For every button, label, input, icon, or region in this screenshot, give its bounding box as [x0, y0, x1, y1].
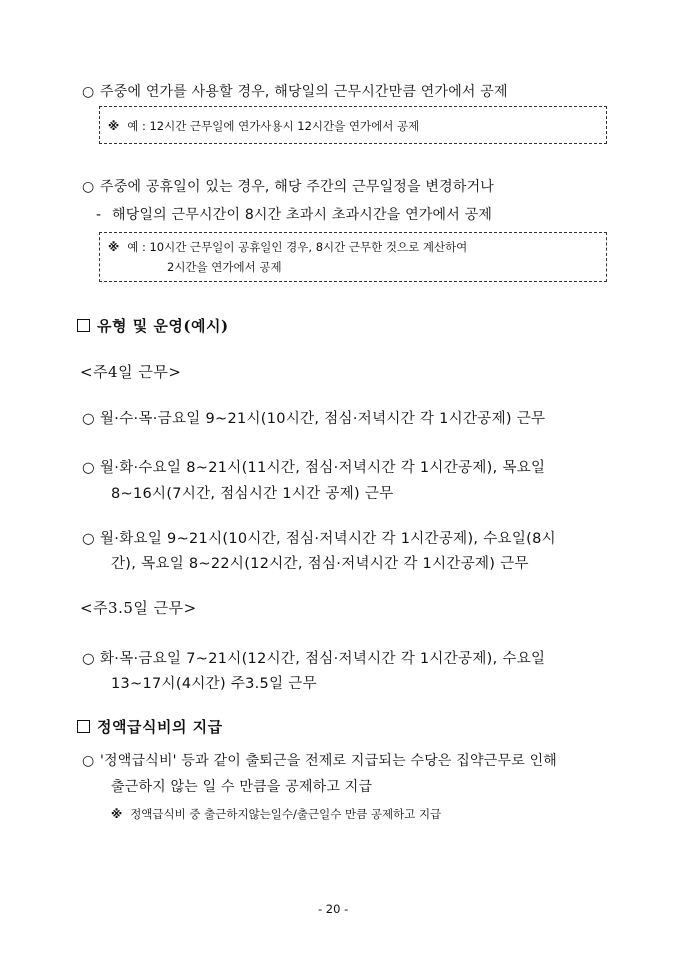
section-heading: 정액급식비의 지급	[77, 716, 223, 737]
bullet: ○	[82, 753, 95, 769]
paragraph-text: 주중에 연가를 사용할 경우, 해당일의 근무시간만큼 연가에서 공제	[100, 84, 508, 100]
section-heading: 유형 및 운영(예시)	[77, 315, 229, 336]
checkbox-square-icon	[77, 720, 90, 733]
bullet: ○	[82, 651, 95, 667]
paragraph-text: 해당일의 근무시간이 8시간 초과시 초과시간을 연가에서 공제	[112, 207, 493, 223]
bullet: ○	[82, 179, 95, 195]
reference-mark: ※	[111, 807, 123, 821]
note-text: ※ 예 : 10시간 근무일이 공휴일인 경우, 8시간 근무한 것으로 계산하여	[108, 240, 468, 254]
subsection-title: <주3.5일 근무>	[80, 599, 197, 617]
checkbox-square-icon	[77, 319, 90, 332]
bullet-paragraph: ○ 화·목·금요일 7~21시(12시간, 점심·저녁시간 각 1시간공제), 수요일	[82, 651, 546, 667]
bullet-paragraph: ○ 월·수·목·금요일 9~21시(10시간, 점심·저녁시간 각 1시간공제) 근무	[82, 411, 546, 427]
reference-mark: ※	[108, 119, 120, 133]
paragraph-text: 주중에 공휴일이 있는 경우, 해당 주간의 근무일정을 변경하거나	[100, 179, 495, 195]
dash-paragraph	[96, 204, 492, 224]
bullet-paragraph	[82, 81, 508, 101]
paragraph-continued: 8~16시(7시간, 점심시간 1시간 공제) 근무	[111, 486, 394, 502]
paragraph-continued: 간), 목요일 8~22시(12시간, 점심·저녁시간 각 1시간공제) 근무	[111, 556, 529, 572]
paragraph-continued: 13~17시(4시간) 주3.5일 근무	[111, 676, 317, 692]
bullet: ○	[82, 531, 95, 547]
bullet-paragraph: ○ 월·화·수요일 8~21시(11시간, 점심·저녁시간 각 1시간공제), 목요일	[82, 460, 546, 476]
bullet: ○	[82, 460, 95, 476]
note-text: ※ 예 : 12시간 근무일에 연가사용시 12시간을 연가에서 공제	[108, 119, 420, 133]
dash-bullet: -	[96, 207, 102, 223]
bullet-paragraph	[82, 176, 494, 196]
page-number: - 20 -	[318, 902, 349, 916]
note-text-continued: 2시간을 연가에서 공제	[167, 260, 282, 274]
subsection-title: <주4일 근무>	[80, 363, 182, 381]
bullet: ○	[82, 84, 95, 100]
reference-mark: ※	[108, 240, 120, 254]
note-text: ※ 정액급식비 중 출근하지않는일수/출근일수 만큼 공제하고 지급	[111, 807, 442, 821]
bullet: ○	[82, 411, 95, 427]
bullet-paragraph: ○ 월·화요일 9~21시(10시간, 점심·저녁시간 각 1시간공제), 수요일(8시	[82, 531, 556, 547]
bullet-paragraph: ○ '정액급식비' 등과 같이 출퇴근을 전제로 지급되는 수당은 집약근무로 인해	[82, 753, 558, 769]
paragraph-continued: 출근하지 않는 일 수 만큼을 공제하고 지급	[111, 779, 373, 795]
